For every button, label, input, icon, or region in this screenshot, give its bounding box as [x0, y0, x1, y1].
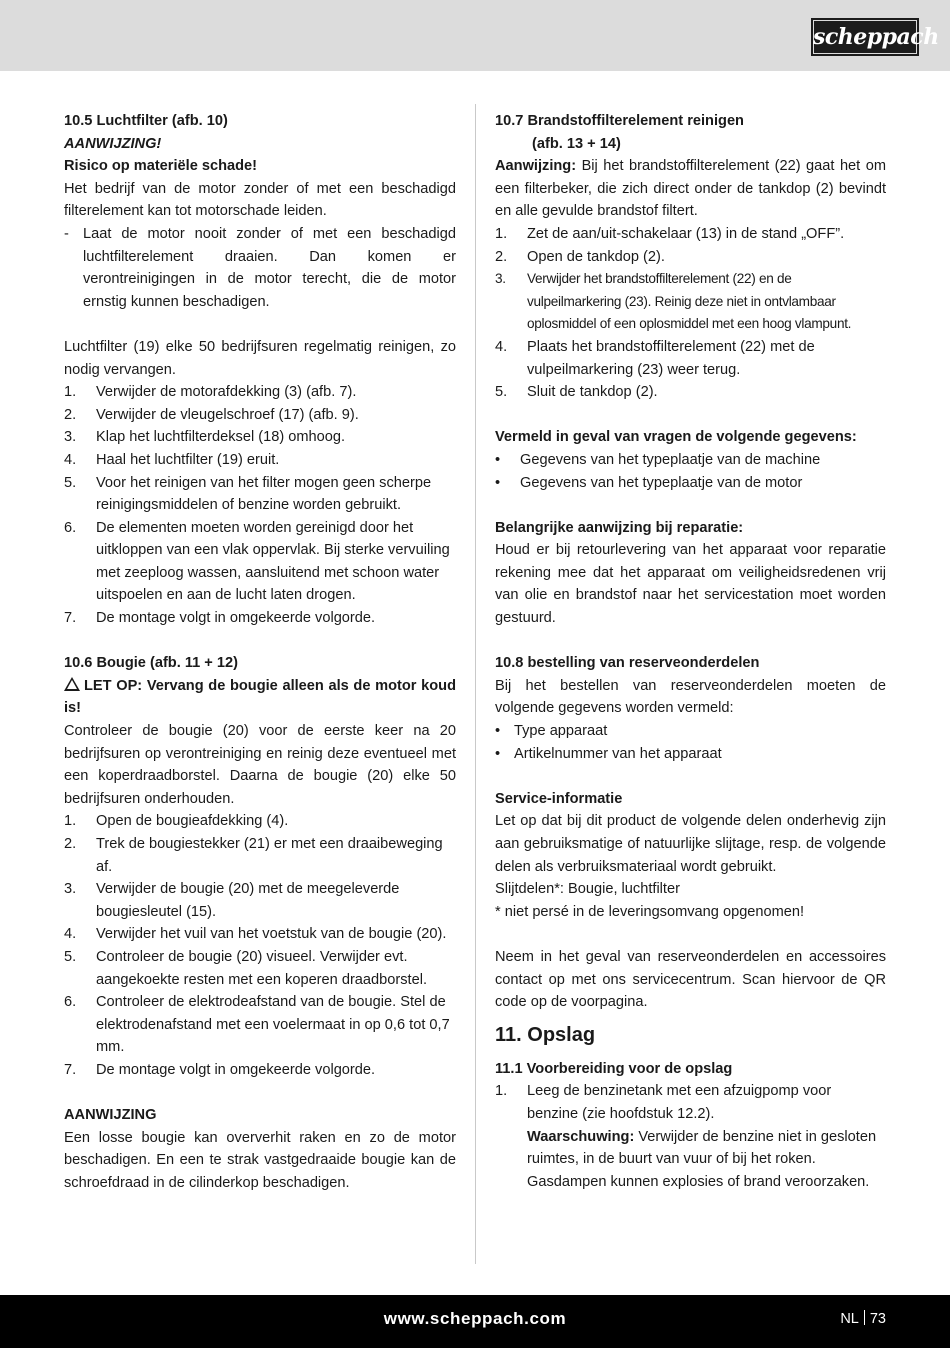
step-number: 2.: [64, 836, 77, 852]
note-title: AANWIJZING: [64, 1107, 157, 1124]
service-parts: Slijtdelen*: Bougie, luchtfilter: [495, 881, 680, 898]
list-item: [495, 223, 886, 246]
service-text: Let op dat bij dit product de volgende delen onderhevig zijn aan gebruiksmatige of natuurlijke slijtage, resp. de volgende delen als verbruiksmateriaal wordt gebruikt.: [495, 813, 886, 875]
step-number: 6.: [64, 994, 77, 1011]
step-text: Voor het reinigen van het filter mogen geen scherpe reinigingsmiddelen of benzine worden gebruikt.: [96, 474, 432, 514]
warning-text: LET OP: Vervang de bougie alleen als de motor koud is!: [64, 677, 456, 717]
service-footnote: * niet persé in de leveringsomvang opgenomen!: [495, 903, 805, 920]
steps-10-7: [495, 223, 886, 404]
step-text: Verwijder het vuil van het voetstuk van de bougie (20).: [96, 926, 447, 943]
list-item: [64, 426, 456, 449]
step-text: Plaats het brandstoffilterelement (22) met de vulpeilmarkering (23) weer terug.: [527, 338, 815, 378]
list-item: [64, 833, 456, 878]
paragraph: Bij het bestellen van reserveonderdelen moeten de volgende gegevens worden vermeld:: [495, 677, 886, 717]
step-text: Zet de aan/uit-schakelaar (13) in de stand „OFF”.: [527, 225, 845, 242]
section-10-7-subtitle: (afb. 13 + 14): [532, 135, 621, 152]
step-number: 5.: [64, 948, 77, 965]
contact-title: Vermeld in geval van vragen de volgende gegevens:: [495, 429, 857, 446]
section-10-7-title: 10.7 Brandstoffilterelement reinigen: [495, 113, 744, 129]
paragraph: Het bedrijf van de motor zonder of met een beschadigd filterelement kan tot motorschade leiden.: [64, 180, 456, 220]
step-number: 4.: [64, 451, 77, 468]
step-text: Open de tankdop (2).: [527, 248, 665, 265]
list-item: [64, 404, 456, 427]
steps-10-5: [64, 381, 456, 630]
dash-marker: -: [64, 225, 69, 242]
list-item: [64, 810, 456, 833]
list-item: [495, 246, 886, 269]
steps-10-6: [64, 810, 456, 1081]
language-code: NL: [840, 1311, 859, 1327]
step-text: De montage volgt in omgekeerde volgorde.: [96, 610, 376, 627]
step-text: Verwijder het brandstoffilterelement (22) en de vulpeilmarkering (23). Reinig deze niet in ontvlambaar oplosmiddel of een oplosmiddel met een hoog vlampunt.: [527, 271, 852, 332]
step-number: 7.: [64, 610, 77, 627]
notice-text: Bij het brandstoffilterelement (22) gaat het om een filterbeker, die zich direct onder de tankdop (2) bevindt en alle gevulde brandstof filtert.: [495, 158, 886, 220]
page-number: 73: [869, 1311, 886, 1327]
list-item: [495, 268, 886, 336]
paragraph: Luchtfilter (19) elke 50 bedrijfsuren regelmatig reinigen, zo nodig vervangen.: [64, 338, 456, 378]
dash-item-text: Laat de motor nooit zonder of met een beschadigd luchtfilterelement draaien. Dan komen er verontreinigingen in de motor terecht, die de motor ernstig kunnen beschadigen.: [83, 225, 456, 310]
list-item: [495, 381, 886, 404]
warning-line: [64, 675, 456, 720]
list-item: [64, 607, 456, 630]
step-text: Open de bougieafdekking (4).: [96, 813, 289, 830]
list-item: [64, 517, 456, 607]
service-contact: Neem in het geval van reserveonderdelen en accessoires contact op met ons servicecentrum. Scan hiervoor de QR code op de voorpagina.: [495, 948, 886, 1011]
section-10-5-title: 10.5 Luchtfilter (afb. 10): [64, 113, 228, 129]
step-number: 2.: [495, 248, 508, 265]
list-item: [64, 923, 456, 946]
paragraph: Controleer de bougie (20) voor de eerste keer na 20 bedrijfsuren op verontreiniging en reinig deze eventueel met een koperdraadborstel. Daarna de bougie (20) elke 50 bedrijfsuren onderhouden.: [64, 723, 456, 807]
step-text: Klap het luchtfilterdeksel (18) omhoog.: [96, 429, 346, 446]
step-number: 3.: [495, 271, 506, 287]
chapter-11-title: 11. Opslag: [495, 1023, 596, 1046]
step-number: 1.: [64, 813, 77, 830]
bullet: •: [495, 451, 501, 468]
list-item-text: Gegevens van het typeplaatje van de motor: [520, 474, 803, 491]
right-column: [495, 110, 886, 1193]
list-item: [64, 946, 456, 991]
step-text: Verwijder de vleugelschroef (17) (afb. 9).: [96, 406, 359, 423]
step-number: 1.: [495, 1083, 508, 1100]
list-item-text: Type apparaat: [514, 723, 608, 740]
list-item: [64, 449, 456, 472]
step-text: Controleer de bougie (20) visueel. Verwijder evt. aangekoekte resten met een koperen draadborstel.: [96, 948, 428, 988]
risk-label: Risico op materiële schade!: [64, 158, 258, 175]
footer-bar: [0, 1295, 950, 1348]
list-item: [495, 449, 886, 472]
step-text: Trek de bougiestekker (21) er met een draaibeweging af.: [96, 836, 443, 875]
repair-title: Belangrijke aanwijzing bij reparatie:: [495, 519, 744, 536]
note-text: Een losse bougie kan oververhit raken en zo de motor beschadigen. En een te strak vastgedraaide bougie kan de schroefdraad in de cilinderkop beschadigen.: [64, 1129, 456, 1191]
repair-text: Houd er bij retourlevering van het apparaat voor reparatie rekening mee dat het apparaat om veiligheidsredenen vrij van olie en brandstof naar het servicestation moet worden gestuurd.: [495, 542, 886, 627]
list-item: [64, 472, 456, 517]
list-item: [64, 991, 456, 1059]
notice-label: AANWIJZING!: [64, 135, 162, 152]
step-number: 7.: [64, 1061, 77, 1078]
list-item: [495, 1080, 886, 1193]
step-text: Verwijder de motorafdekking (3) (afb. 7).: [96, 384, 357, 401]
service-title: Service-informatie: [495, 790, 623, 807]
step-text: Sluit de tankdop (2).: [527, 384, 658, 401]
section-11-1-title: 11.1 Voorbereiding voor de opslag: [495, 1060, 733, 1077]
section-10-6-title: 10.6 Bougie (afb. 11 + 12): [64, 655, 238, 672]
step-text: Haal het luchtfilter (19) eruit.: [96, 451, 280, 468]
step-text: Verwijder de bougie (20) met de meegeleverde bougiesleutel (15).: [96, 881, 400, 920]
step-number: 1.: [64, 384, 77, 401]
step-number: 4.: [64, 926, 77, 943]
warning-label: Waarschuwing:: [527, 1128, 635, 1145]
header-band: [0, 0, 950, 71]
list-item-text: Artikelnummer van het apparaat: [514, 745, 722, 762]
list-item: [495, 472, 886, 495]
column-divider: [475, 104, 476, 1264]
warning-triangle-icon: [64, 677, 80, 691]
bullet: •: [495, 745, 501, 762]
bullet: •: [495, 474, 501, 491]
warning-text: Verwijder de benzine niet in gesloten ruimtes, in de buurt van vuur of bij het roken. Gasdampen kunnen explosies of brand veroorzaken.: [527, 1128, 877, 1190]
step-number: 2.: [64, 406, 77, 423]
step-number: 5.: [64, 474, 77, 491]
dash-item: [64, 223, 456, 313]
website-link: www.scheppach.com: [383, 1309, 567, 1328]
brand-logo: scheppach: [811, 18, 919, 56]
step-number: 5.: [495, 384, 508, 401]
list-item: [64, 381, 456, 404]
separator: [864, 1310, 865, 1325]
list-item-text: Gegevens van het typeplaatje van de machine: [520, 451, 821, 468]
list-item: [64, 1059, 456, 1082]
list-item: [495, 336, 886, 381]
step-number: 3.: [64, 881, 77, 898]
list-item: [495, 743, 886, 766]
step-number: 4.: [495, 338, 508, 355]
step-text: De montage volgt in omgekeerde volgorde.: [96, 1061, 376, 1078]
paragraph: [495, 155, 886, 223]
step-text: Controleer de elektrodeafstand van de bougie. Stel de elektrodenafstand met een voelermaat in op 0,6 tot 0,7 mm.: [96, 994, 450, 1056]
step-warning: [527, 1126, 886, 1194]
step-number: 6.: [64, 519, 77, 536]
step-text: De elementen moeten worden gereinigd door het uitkloppen van een vlak oppervlak. Bij sterke vervuiling met zeeploog wassen, aansluitend met schoon water uitspoelen en aan de lucht laten drogen.: [96, 519, 450, 604]
list-item: [64, 878, 456, 923]
step-number: 3.: [64, 429, 77, 446]
step-text: Leeg de benzinetank met een afzuigpomp voor benzine (zie hoofdstuk 12.2).: [527, 1083, 832, 1122]
notice-label: Aanwijzing:: [495, 158, 577, 175]
page-indicator: [840, 1308, 886, 1330]
step-number: 1.: [495, 225, 508, 242]
bullet: •: [495, 723, 501, 740]
section-10-8-title: 10.8 bestelling van reserveonderdelen: [495, 655, 760, 672]
list-item: [495, 720, 886, 743]
left-column: [64, 110, 456, 1195]
